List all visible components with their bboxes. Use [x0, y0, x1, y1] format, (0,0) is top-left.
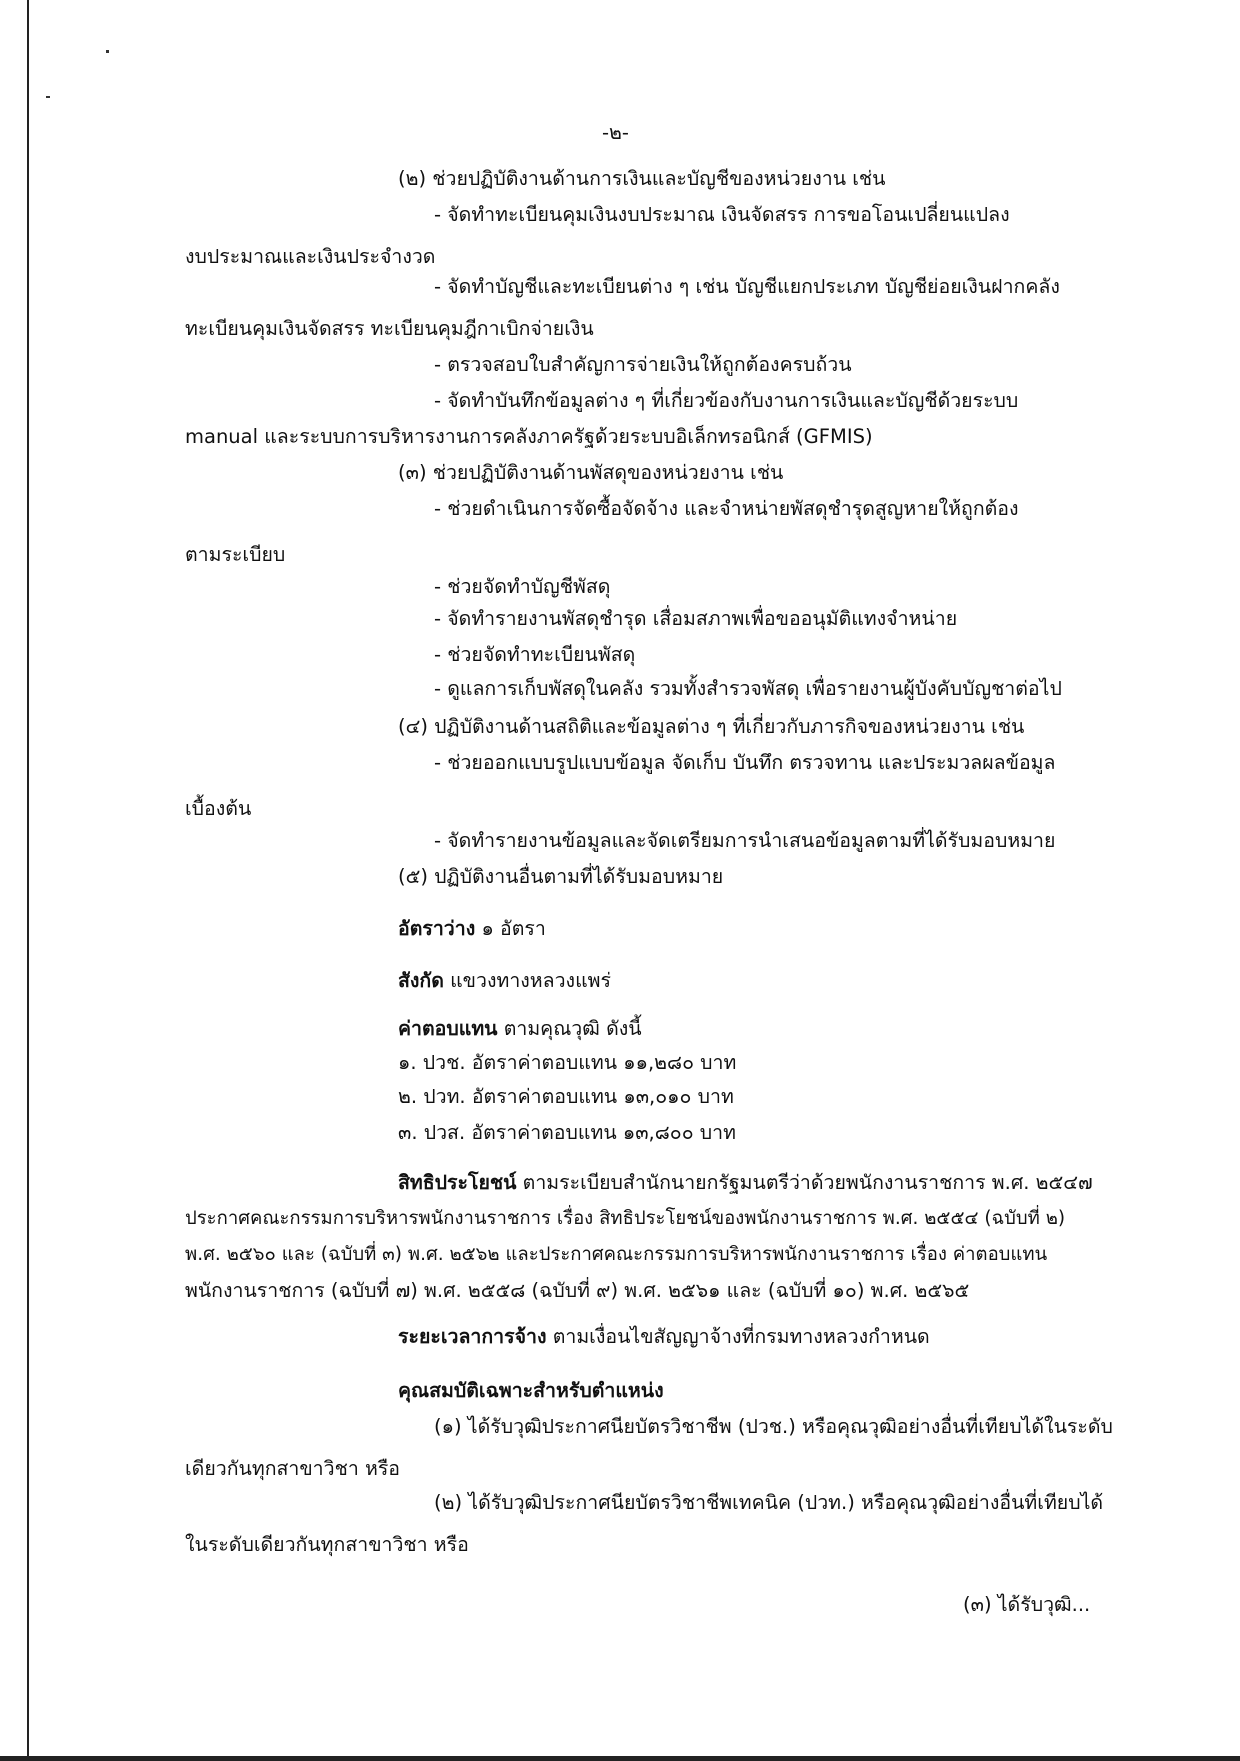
affiliation-label: สังกัด [398, 969, 444, 992]
duration-row [398, 1322, 930, 1352]
scan-speck [106, 50, 109, 53]
scan-speck [46, 96, 50, 98]
duty-3-heading: (๓) ช่วยปฏิบัติงานด้านพัสดุของหน่วยงาน เช่น [398, 461, 784, 484]
benefits-row [398, 1168, 1093, 1198]
qualifications-heading: คุณสมบัติเฉพาะสำหรับตำแหน่ง [398, 1379, 664, 1402]
duty-5-heading: (๕) ปฏิบัติงานอื่นตามที่ได้รับมอบหมาย [398, 865, 724, 888]
benefits-line-1: ตามระเบียบสำนักนายกรัฐมนตรีว่าด้วยพนักงานราชการ พ.ศ. ๒๕๔๗ [522, 1171, 1093, 1194]
benefits-label: สิทธิประโยชน์ [398, 1171, 517, 1194]
scan-left-border [27, 0, 29, 1761]
vacancy-row [398, 914, 546, 944]
benefits-line-3: พ.ศ. ๒๕๖๐ และ (ฉบับที่ ๓) พ.ศ. ๒๕๖๒ และประกาศคณะกรรมการบริหารพนักงานราชการ เรื่อง ค่าตอบแทน [185, 1244, 1048, 1265]
duration-label: ระยะเวลาการจ้าง [398, 1325, 547, 1348]
duty-2-item-4: - จัดทำบันทึกข้อมูลต่าง ๆ ที่เกี่ยวข้องกับงานการเงินและบัญชีด้วยระบบ [434, 389, 1019, 412]
affiliation-value: แขวงทางหลวงแพร่ [450, 969, 611, 992]
duty-3-item-5: - ดูแลการเก็บพัสดุในคลัง รวมทั้งสำรวจพัสดุ เพื่อรายงานผู้บังคับบัญชาต่อไป [434, 677, 1062, 700]
duty-2-item-1-cont: งบประมาณและเงินประจำงวด [185, 245, 436, 268]
compensation-value: ตามคุณวุฒิ ดังนี้ [503, 1017, 642, 1040]
duration-value: ตามเงื่อนไขสัญญาจ้างที่กรมทางหลวงกำหนด [552, 1325, 930, 1348]
qualification-1: (๑) ได้รับวุฒิประกาศนียบัตรวิชาชีพ (ปวช.) หรือคุณวุฒิอย่างอื่นที่เทียบได้ในระดับ [434, 1415, 1113, 1438]
duty-3-item-2: - ช่วยจัดทำบัญชีพัสดุ [434, 575, 611, 598]
compensation-item: ๑. ปวช. อัตราค่าตอบแทน ๑๑,๒๘๐ บาท [398, 1051, 737, 1074]
duty-4-heading: (๔) ปฏิบัติงานด้านสถิติและข้อมูลต่าง ๆ ที่เกี่ยวกับภารกิจของหน่วยงาน เช่น [398, 715, 1025, 738]
duty-2-item-2: - จัดทำบัญชีและทะเบียนต่าง ๆ เช่น บัญชีแยกประเภท บัญชีย่อยเงินฝากคลัง [434, 275, 1060, 298]
duty-3-item-1: - ช่วยดำเนินการจัดซื้อจัดจ้าง และจำหน่ายพัสดุชำรุดสูญหายให้ถูกต้อง [434, 497, 1019, 520]
duty-4-item-2: - จัดทำรายงานข้อมูลและจัดเตรียมการนำเสนอข้อมูลตามที่ได้รับมอบหมาย [434, 829, 1056, 852]
duty-2-item-3: - ตรวจสอบใบสำคัญการจ่ายเงินให้ถูกต้องครบถ้วน [434, 353, 852, 376]
duty-3-item-1-cont: ตามระเบียบ [185, 543, 286, 566]
duty-3-item-3: - จัดทำรายงานพัสดุชำรุด เสื่อมสภาพเพื่อขออนุมัติแทงจำหน่าย [434, 607, 958, 630]
benefits-line-2: ประกาศคณะกรรมการบริหารพนักงานราชการ เรื่อง สิทธิประโยชน์ของพนักงานราชการ พ.ศ. ๒๕๕๔ (ฉบับที่ ๒) [185, 1208, 1066, 1229]
continuation-text: (๓) ได้รับวุฒิ... [963, 1593, 1091, 1616]
scan-bottom-border [0, 1756, 1240, 1761]
duty-2-item-1: - จัดทำทะเบียนคุมเงินงบประมาณ เงินจัดสรร การขอโอนเปลี่ยนแปลง [434, 203, 1010, 226]
duty-3-item-4: - ช่วยจัดทำทะเบียนพัสดุ [434, 643, 636, 666]
duty-2-heading: (๒) ช่วยปฏิบัติงานด้านการเงินและบัญชีของหน่วยงาน เช่น [398, 167, 886, 190]
duty-4-item-1-cont: เบื้องต้น [185, 797, 252, 820]
affiliation-row [398, 966, 611, 996]
compensation-item: ๒. ปวท. อัตราค่าตอบแทน ๑๓,๐๑๐ บาท [398, 1085, 734, 1108]
duty-4-item-1: - ช่วยออกแบบรูปแบบข้อมูล จัดเก็บ บันทึก ตรวจทาน และประมวลผลข้อมูล [434, 751, 1056, 774]
compensation-item: ๓. ปวส. อัตราค่าตอบแทน ๑๓,๘๐๐ บาท [398, 1121, 736, 1144]
vacancy-label: อัตราว่าง [398, 917, 476, 940]
compensation-row [398, 1014, 642, 1044]
page-number: -๒- [602, 121, 629, 144]
vacancy-value: ๑ อัตรา [481, 917, 546, 940]
benefits-line-4: พนักงานราชการ (ฉบับที่ ๗) พ.ศ. ๒๕๕๘ (ฉบับที่ ๙) พ.ศ. ๒๕๖๑ และ (ฉบับที่ ๑๐) พ.ศ. ๒๕๖๕ [185, 1279, 970, 1302]
duty-2-item-4-cont: manual และระบบการบริหารงานการคลังภาครัฐด้วยระบบอิเล็กทรอนิกส์ (GFMIS) [185, 425, 873, 448]
qualification-2: (๒) ได้รับวุฒิประกาศนียบัตรวิชาชีพเทคนิค (ปวท.) หรือคุณวุฒิอย่างอื่นที่เทียบได้ [434, 1491, 1104, 1514]
compensation-label: ค่าตอบแทน [398, 1017, 498, 1040]
duty-2-item-2-cont: ทะเบียนคุมเงินจัดสรร ทะเบียนคุมฎีกาเบิกจ่ายเงิน [185, 317, 594, 340]
qualification-2-cont: ในระดับเดียวกันทุกสาขาวิชา หรือ [185, 1533, 469, 1556]
qualification-1-cont: เดียวกันทุกสาขาวิชา หรือ [185, 1457, 401, 1480]
